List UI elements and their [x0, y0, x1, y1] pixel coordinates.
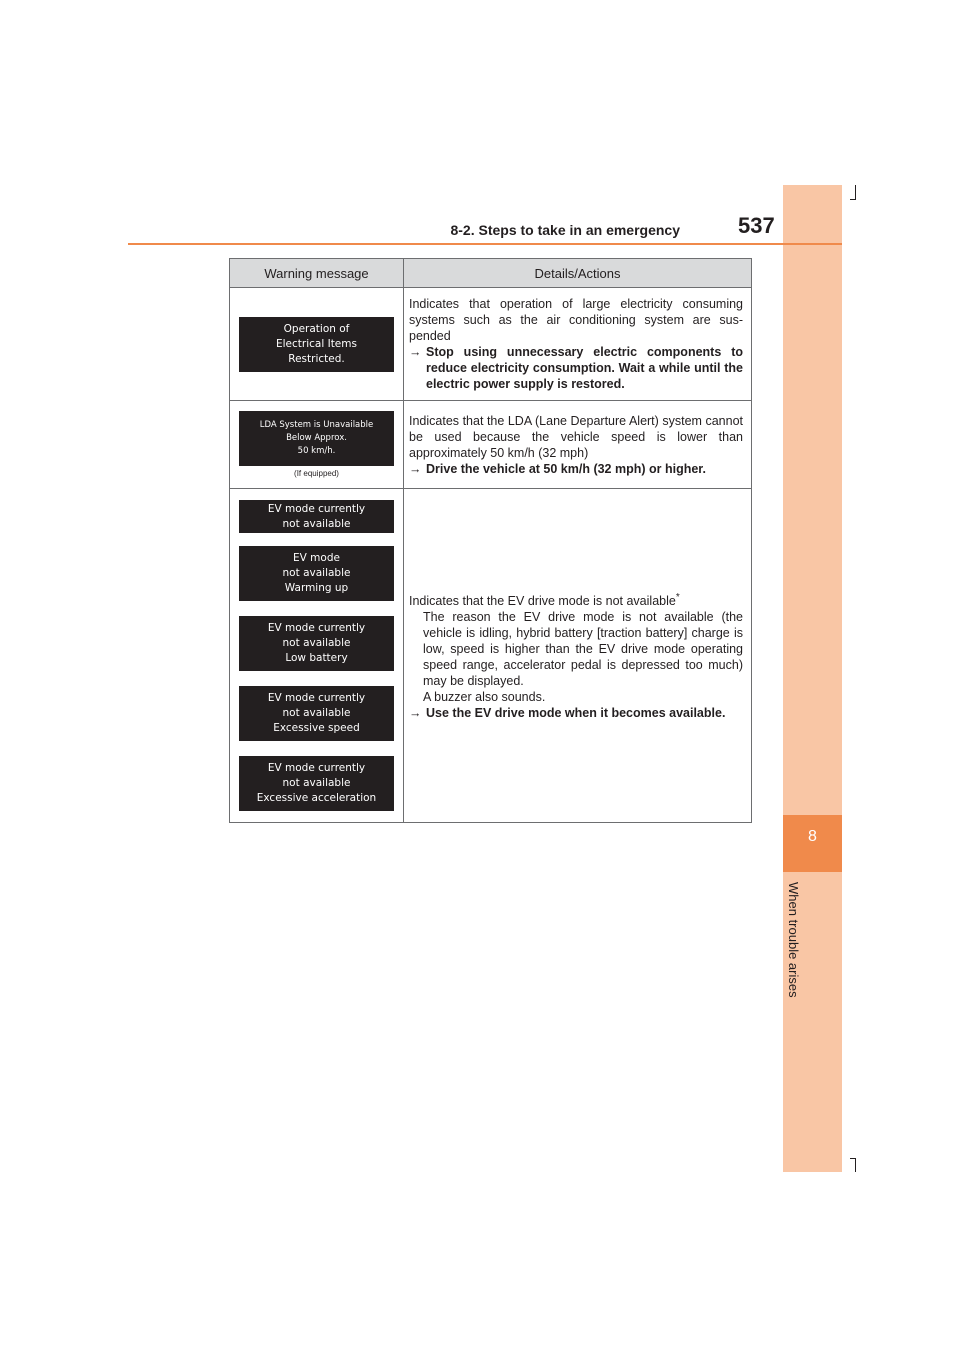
crop-mark-bottom: [855, 1158, 856, 1172]
arrow-icon: →: [409, 461, 422, 476]
warning-message-display: EV mode currently not available: [239, 500, 394, 533]
warning-table: [229, 258, 752, 823]
arrow-icon: →: [409, 345, 422, 359]
section-title: 8-2. Steps to take in an emergency: [450, 222, 680, 238]
reason-text: The reason the EV drive mode is not available (the vehicle is idling, hybrid battery [traction battery] charge is low, speed is higher than the EV drive mode operating speed range, accelerator pedal is depressed too much) may be displayed.: [423, 610, 743, 689]
side-band: [783, 185, 842, 1172]
table-header-row: [230, 259, 752, 288]
table-row: [230, 288, 752, 401]
crop-mark-top: [855, 185, 856, 199]
chapter-number: 8: [808, 828, 817, 845]
details-cell: [404, 489, 752, 823]
details-text: Indicates that the LDA (Lane Departure Alert) system cannot be used because the vehicle speed is lower than approximately 50 km/h (32 mph): [409, 413, 743, 460]
warning-message-display: EV mode currently not available Excessive acceleration: [239, 756, 394, 811]
crop-mark-bottom-h: [850, 1158, 856, 1159]
warning-message-display: EV mode currently not available Low battery: [239, 616, 394, 671]
action-text: → Stop using unnecessary electric components to reduce electricity consumption. Wait a while until the electric power supply is restored.: [409, 345, 743, 391]
action-text: → Drive the vehicle at 50 km/h (32 mph) or higher.: [409, 461, 706, 476]
warning-message-display: EV mode not available Warming up: [239, 546, 394, 601]
crop-mark-top-h: [850, 199, 856, 200]
warning-message-display: EV mode currently not available Excessive speed: [239, 686, 394, 741]
warning-message-display: LDA System is Unavailable Below Approx. 50 km/h.: [239, 411, 394, 466]
footnote-mark: *: [675, 591, 680, 603]
arrow-icon: →: [409, 706, 422, 721]
action-text: → Use the EV drive mode when it becomes available.: [409, 706, 726, 721]
page-number: 537: [738, 213, 775, 238]
buzzer-text: A buzzer also sounds.: [423, 690, 546, 705]
details-text: Indicates that the EV drive mode is not available*: [409, 591, 680, 609]
warning-message-cell: [230, 288, 404, 401]
chapter-label: When trouble arises: [786, 882, 801, 998]
warning-message-cell: [230, 401, 404, 489]
table-row: [230, 489, 752, 823]
table-row: [230, 401, 752, 489]
header-rule: [128, 243, 842, 245]
column-header-details: Details/Actions: [404, 259, 752, 288]
equipment-note: (If equipped): [294, 469, 339, 478]
details-cell: [404, 401, 752, 489]
column-header-warning: Warning message: [230, 259, 404, 288]
warning-message-cell: [230, 489, 404, 823]
details-cell: [404, 288, 752, 401]
warning-message-display: Operation of Electrical Items Restricted.: [239, 317, 394, 372]
details-text: Indicates that operation of large electricity consuming systems such as the air conditioning system are sus-pended: [409, 297, 743, 343]
